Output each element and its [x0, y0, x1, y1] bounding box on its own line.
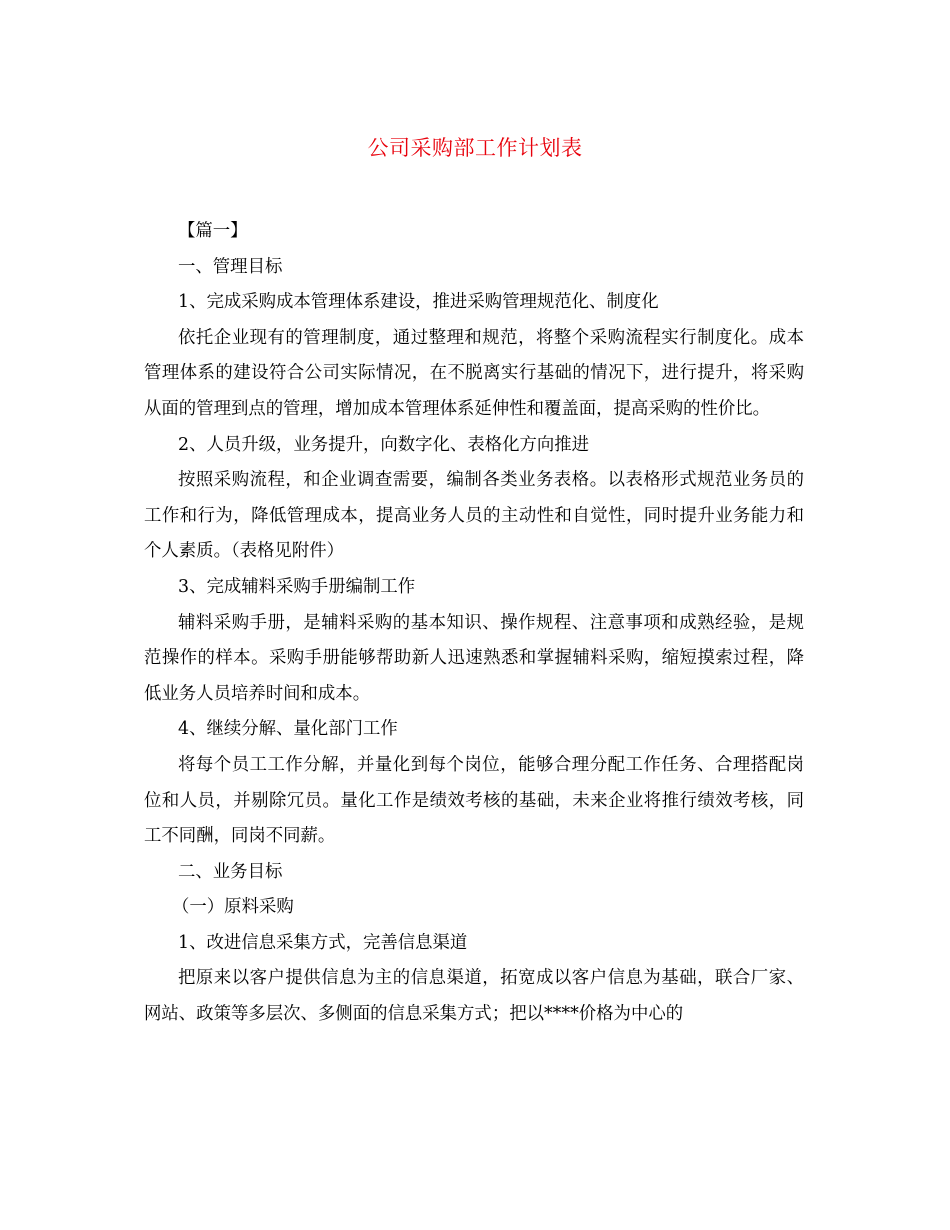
item-heading: 4、继续分解、量化部门工作 — [178, 719, 398, 740]
document-title: 公司采购部工作计划表 — [367, 136, 583, 160]
document-body — [144, 214, 804, 1033]
body-paragraph: 按照采购流程，和企业调查需要，编制各类业务表格。以表格形式规范业务员的工作和行为，降低管理成本，提高业务人员的主动性和自觉性，同时提升业务能力和个人素质。（表格见附件） — [144, 470, 804, 562]
subsection-heading: （一）原料采购 — [172, 897, 294, 918]
section-label: 【篇一】 — [178, 221, 248, 241]
item-heading: 2、人员升级，业务提升，向数字化、表格化方向推进 — [178, 434, 590, 455]
body-paragraph: 依托企业现有的管理制度，通过整理和规范，将整个采购流程实行制度化。成本管理体系的建设符合公司实际情况，在不脱离实行基础的情况下，进行提升，将采购从面的管理到点的管理，增加成本管理体系延伸性和覆盖面，提高采购的性价比。 — [144, 327, 804, 419]
item-heading: 3、完成辅料采购手册编制工作 — [178, 576, 416, 597]
item-heading: 1、完成采购成本管理体系建设，推进采购管理规范化、制度化 — [178, 292, 659, 313]
section-heading: 二、业务目标 — [178, 861, 283, 882]
body-paragraph: 将每个员工工作分解，并量化到每个岗位，能够合理分配工作任务、合理搭配岗位和人员，并剔除冗员。量化工作是绩效考核的基础，未来企业将推行绩效考核，同工不同酬，同岗不同薪。 — [144, 754, 804, 847]
body-paragraph: 辅料采购手册，是辅料采购的基本知识、操作规程、注意事项和成熟经验，是规范操作的样本。采购手册能够帮助新人迅速熟悉和掌握辅料采购，缩短摸索过程，降低业务人员培养时间和成本。 — [144, 612, 804, 704]
section-heading: 一、管理目标 — [178, 256, 283, 277]
item-heading: 1、改进信息采集方式，完善信息渠道 — [178, 932, 468, 953]
body-paragraph: 把原来以客户提供信息为主的信息渠道，拓宽成以客户信息为基础，联合厂家、网站、政策等多层次、多侧面的信息采集方式；把以****价格为中心的 — [144, 968, 804, 1025]
